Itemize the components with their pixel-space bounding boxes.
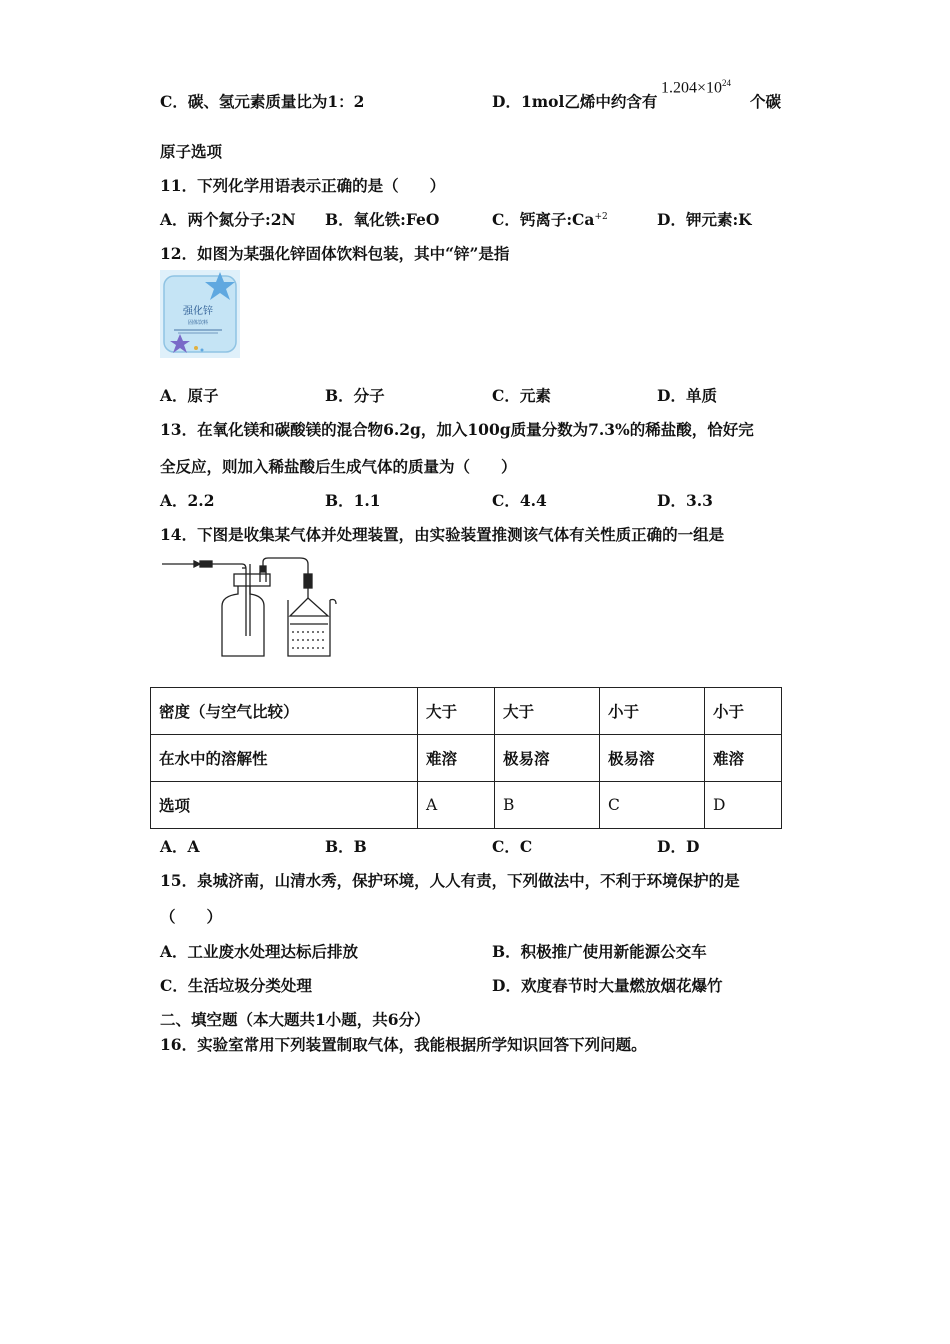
q13-option-d: D．3.3 (657, 491, 713, 510)
q11-option-a: A．两个氮分子:2N (160, 210, 296, 229)
q12-option-d: D．单质 (657, 386, 717, 405)
q11-option-c-charge: +2 (594, 211, 608, 222)
q14-option-d: D．D (657, 837, 700, 856)
table-cell: C (600, 782, 705, 829)
sci-times: ×10 (697, 79, 723, 97)
table-cell: B (495, 782, 600, 829)
q15-stem-line2: （ ） (160, 907, 223, 926)
table-cell: 密度（与空气比较） (151, 688, 418, 735)
table-cell: 大于 (495, 688, 600, 735)
table-cell: 小于 (600, 688, 705, 735)
q12-stem: 12．如图为某强化锌固体饮料包装，其中“锌”是指 (160, 244, 510, 263)
table-cell: 难溶 (705, 735, 782, 782)
gas-collection-apparatus-diagram (160, 552, 340, 662)
q10-option-d-wrap: 原子选项 (160, 142, 223, 161)
q11-stem: 11．下列化学用语表示正确的是（ ） (160, 176, 446, 195)
q14-option-a: A．A (160, 837, 200, 856)
q11-option-c (492, 208, 608, 230)
q12-option-b: B．分子 (325, 386, 385, 405)
gas-properties-table (150, 687, 782, 829)
q11-option-b: B．氧化铁:FeO (325, 210, 440, 229)
zinc-drink-package-image (160, 270, 240, 358)
table-cell: 选项 (151, 782, 418, 829)
q15-option-a: A．工业废水处理达标后排放 (160, 942, 359, 961)
sci-exponent: 24 (722, 78, 732, 88)
q13-option-a: A．2.2 (160, 491, 215, 510)
table-cell: A (418, 782, 495, 829)
table-cell: D (705, 782, 782, 829)
table-row (151, 735, 782, 782)
q15-option-d: D．欢度春节时大量燃放烟花爆竹 (492, 976, 723, 995)
q13-stem-line1: 13．在氧化镁和碳酸镁的混合物6.2g，加入100g质量分数为7.3%的稀盐酸，恰好完 (160, 420, 754, 439)
table-cell: 极易溶 (495, 735, 600, 782)
q14-option-b: B．B (325, 837, 367, 856)
q10-option-c: C．碳、氢元素质量比为1：2 (160, 92, 365, 111)
q15-stem-line1: 15．泉城济南，山清水秀，保护环境，人人有责，下列做法中，不利于环境保护的是 (160, 871, 740, 890)
q10-option-d-suffix: 个碳 (750, 92, 782, 111)
table-cell: 大于 (418, 688, 495, 735)
table-cell: 难溶 (418, 735, 495, 782)
q15-option-c: C．生活垃圾分类处理 (160, 976, 312, 995)
q13-option-b: B．1.1 (325, 491, 381, 510)
table-cell: 小于 (705, 688, 782, 735)
q11-option-d: D．钾元素:K (657, 210, 752, 229)
q14-option-c: C．C (492, 837, 533, 856)
table-cell: 在水中的溶解性 (151, 735, 418, 782)
q11-option-c-text: C．钙离子:Ca (492, 210, 595, 229)
table-row (151, 782, 782, 829)
scientific-number (661, 78, 731, 97)
q13-stem-line2: 全反应，则加入稀盐酸后生成气体的质量为（ ） (160, 457, 517, 476)
table-row (151, 688, 782, 735)
q16-stem: 16．实验室常用下列装置制取气体，我能根据所学知识回答下列问题。 (160, 1035, 647, 1054)
q15-option-b: B．积极推广使用新能源公交车 (492, 942, 707, 961)
q10-option-d-prefix: D．1mol乙烯中约含有 (492, 92, 658, 111)
q12-option-a: A．原子 (160, 386, 219, 405)
q10-option-d (492, 90, 657, 112)
package-title: 强化锌 (183, 306, 213, 317)
q13-option-c: C．4.4 (492, 491, 547, 510)
section-heading: 二、填空题（本大题共1小题，共6分） (160, 1010, 430, 1029)
package-subtitle: 固体饮料 (187, 320, 209, 326)
table-cell: 极易溶 (600, 735, 705, 782)
q12-option-c: C．元素 (492, 386, 551, 405)
sci-base: 1.204 (661, 79, 697, 97)
q14-stem: 14．下图是收集某气体并处理装置，由实验装置推测该气体有关性质正确的一组是 (160, 525, 725, 544)
